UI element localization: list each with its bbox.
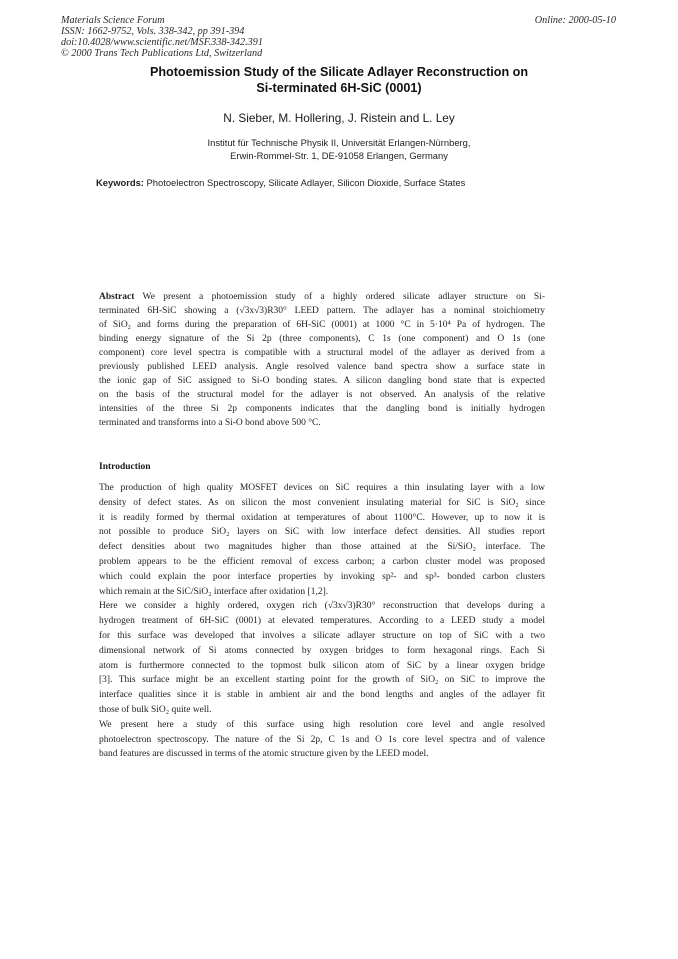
- intro-line: dimensional network of Si atoms connected by oxygen bridges to form hexagonal rings. Each Si: [99, 645, 545, 656]
- abstract-line: binding energy signature of the Si 2p (three components), C 1s (one component) and O 1s (one: [99, 334, 545, 344]
- keywords: [96, 177, 465, 188]
- abstract: [99, 290, 545, 430]
- intro-line: We present here a study of this surface using high resolution core level and angle resolved: [99, 719, 545, 730]
- intro-line: hydrogen treatment of 6H-SiC (0001) at elevated temperatures. According to a LEED study a model: [99, 616, 545, 627]
- doi-link[interactable]: doi:10.4028/www.scientific.net/MSF.338-342.391: [61, 37, 263, 48]
- abstract-line: on the basis of the structural model for the adlayer is not observed. An analysis of the relative: [99, 390, 545, 400]
- introduction-body: [99, 481, 545, 762]
- affiliation: [0, 136, 678, 162]
- intro-line: band features are discussed in terms of the atomic structure given by the LEED model.: [99, 749, 429, 760]
- title-line-2: Si-terminated 6H-SiC (0001): [256, 81, 422, 95]
- abstract-line: terminated 6H-SiC showing a (√3x√3)R30° LEED pattern. The adlayer has a nominal stoichiometry: [99, 306, 545, 316]
- intro-line: [3]. This surface might be an excellent starting point for the growth of SiO₂ on SiC to improve the: [99, 675, 545, 686]
- journal-name: Materials Science Forum: [61, 15, 165, 26]
- intro-line: it is readily formed by thermal oxidation at temperatures of about 1100°C. However, up to now it is: [99, 512, 545, 523]
- authors: N. Sieber, M. Hollering, J. Ristein and L. Ley: [223, 111, 455, 125]
- intro-line: which could explain the poor interface properties by invoking sp²- and sp³- bonded carbon clusters: [99, 571, 545, 582]
- intro-line: interface qualities since it is stable in ambient air and the bond lengths and angles of the adlayer fit: [99, 690, 545, 701]
- keywords-label: Keywords:: [96, 177, 144, 188]
- issn-line: ISSN: 1662-9752, Vols. 338-342, pp 391-394: [61, 26, 245, 37]
- intro-line: not possible to produce SiO₂ layers on SiC with low interface defect densities. All studies report: [99, 527, 545, 538]
- abstract-line: previously published LEED analysis. Angle resolved valence band spectra show a surface state in: [99, 362, 545, 372]
- copyright-line: © 2000 Trans Tech Publications Ltd, Switzerland: [61, 48, 263, 59]
- abstract-line: intensities of the three Si 2p components indicates that the dangling bond is initially hydrogen: [99, 404, 545, 414]
- keywords-text: Photoelectron Spectroscopy, Silicate Adlayer, Silicon Dioxide, Surface States: [146, 177, 466, 188]
- intro-line: for this surface was developed that involves a silicate adlayer structure on top of SiC with a two: [99, 630, 545, 641]
- intro-line: those of bulk SiO₂ quite well.: [99, 704, 212, 715]
- abstract-line: component) core level spectra is compatible with a structural model of the adlayer as derived from a: [99, 348, 545, 358]
- abstract-line: terminated and transforms into a Si-O bond above 500 °C.: [99, 418, 321, 428]
- intro-line: atom is furthermore connected to the topmost bulk silicon atom of SiC by a linear oxygen bridge: [99, 660, 545, 671]
- intro-line: problem appears to be the efficient removal of excess carbon; a carbon cluster model was proposed: [99, 556, 545, 567]
- intro-line: photoelectron spectroscopy. The nature of the Si 2p, C 1s and O 1s core level spectra and of valence: [99, 734, 545, 745]
- abstract-label: Abstract: [99, 292, 135, 302]
- intro-line: defect densities about two magnitudes higher than those attained at the Si/SiO₂ interface. The: [99, 542, 545, 553]
- journal-metadata: [61, 15, 361, 59]
- online-date: Online: 2000-05-10: [534, 15, 616, 26]
- abstract-line: the ionic gap of SiC assigned to Si-O bonding states. A silicon dangling bond state that is expected: [99, 376, 545, 386]
- title-line-1: Photoemission Study of the Silicate Adlayer Reconstruction on: [149, 65, 529, 79]
- abstract-line: Abstract We present a photoemission study of a highly ordered silicate adlayer structure on Si-: [99, 292, 545, 302]
- introduction-heading: Introduction: [99, 462, 151, 472]
- intro-line: Here we consider a highly ordered, oxygen rich (√3x√3)R30° reconstruction that develops during a: [99, 601, 545, 612]
- abstract-line: of SiO₂ and forms during the preparation of 6H-SiC (0001) at 1000 °C in 5·10⁴ Pa of hydrogen. The: [99, 320, 545, 330]
- intro-line: which remain at the SiC/SiO₂ interface after oxidation [1,2].: [99, 586, 329, 597]
- paper-title: [0, 64, 678, 96]
- intro-line: density of defect states. As on silicon the most convenient insulating material for SiC is SiO₂ since: [99, 497, 545, 508]
- affiliation-line-2: Erwin-Rommel-Str. 1, DE-91058 Erlangen, Germany: [230, 150, 448, 161]
- intro-line: The production of high quality MOSFET devices on SiC requires a thin insulating layer with a low: [99, 483, 545, 493]
- affiliation-line-1: Institut für Technische Physik II, Universität Erlangen-Nürnberg,: [207, 137, 471, 148]
